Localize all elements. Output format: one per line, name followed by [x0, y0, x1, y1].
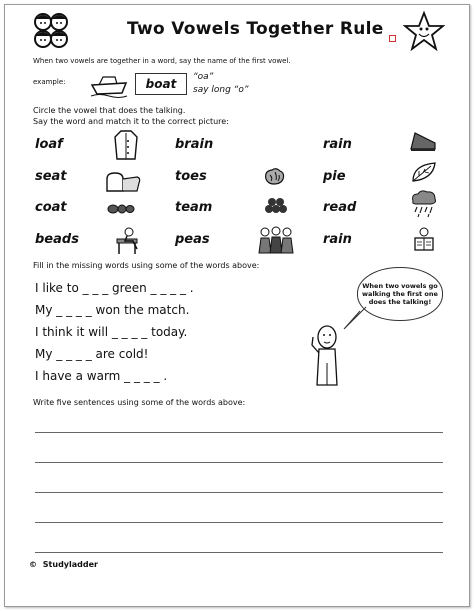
- bread-loaf-icon: [103, 171, 141, 195]
- sentence-3: I think it will _ _ _ _ today.: [35, 325, 188, 339]
- word-loaf: loaf: [35, 137, 63, 152]
- sentence-2: My _ _ _ _ won the match.: [35, 303, 190, 317]
- toes-icon: [107, 202, 135, 216]
- pie-icon: [409, 131, 437, 153]
- kids-logo-icon: [33, 11, 69, 51]
- word-beads: beads: [35, 232, 79, 247]
- worksheet-page: [4, 4, 470, 607]
- word-rain-2: rain: [323, 232, 352, 247]
- team-icon: [257, 225, 295, 255]
- reading-boy-icon: [411, 227, 437, 253]
- leaf-icon: [411, 161, 437, 183]
- sentence-1: I like to _ _ _ green _ _ _ _ .: [35, 281, 194, 295]
- writing-line-1[interactable]: [35, 432, 443, 433]
- rule-text: When two vowels are together in a word, say the name of the first vowel.: [33, 57, 291, 65]
- star-icon: [403, 11, 445, 51]
- writing-line-5[interactable]: [35, 552, 443, 553]
- instruction-match: Say the word and match it to the correct picture:: [33, 117, 229, 126]
- example-label: example:: [33, 78, 66, 86]
- footer-brand: Studyladder: [42, 560, 98, 569]
- page-title: Two Vowels Together Rule: [127, 19, 384, 39]
- coat-picture-icon: [113, 129, 139, 161]
- write-instruction: Write five sentences using some of the words above:: [33, 398, 246, 407]
- bubble-text: When two vowels go walking the first one does the talking!: [362, 282, 438, 306]
- word-read: read: [323, 200, 357, 215]
- example-say: say long “o”: [193, 85, 249, 95]
- example-word-box: [135, 73, 187, 95]
- sentence-5: I have a warm _ _ _ _ .: [35, 369, 168, 383]
- boy-figure-icon: [309, 323, 345, 389]
- copyright-icon: ©: [29, 560, 37, 569]
- word-coat: coat: [35, 200, 67, 215]
- example-word: boat: [145, 77, 177, 91]
- seat-chair-icon: [113, 227, 145, 255]
- brain-icon: [263, 167, 285, 187]
- example-vowels: “oa”: [193, 72, 214, 82]
- mark-icon: [389, 35, 396, 42]
- word-pie: pie: [323, 169, 346, 184]
- boat-icon: [89, 69, 129, 99]
- word-team: team: [175, 200, 213, 215]
- word-seat: seat: [35, 169, 67, 184]
- fill-instruction: Fill in the missing words using some of the words above:: [33, 261, 260, 270]
- peas-icon: [263, 195, 289, 215]
- word-brain: brain: [175, 137, 214, 152]
- word-rain: rain: [323, 137, 352, 152]
- word-toes: toes: [175, 169, 207, 184]
- sentence-4: My _ _ _ _ are cold!: [35, 347, 149, 361]
- instruction-circle: Circle the vowel that does the talking.: [33, 106, 186, 115]
- writing-line-4[interactable]: [35, 522, 443, 523]
- rain-cloud-icon: [409, 189, 439, 219]
- footer: [29, 560, 98, 569]
- writing-line-2[interactable]: [35, 462, 443, 463]
- word-peas: peas: [175, 232, 210, 247]
- writing-line-3[interactable]: [35, 492, 443, 493]
